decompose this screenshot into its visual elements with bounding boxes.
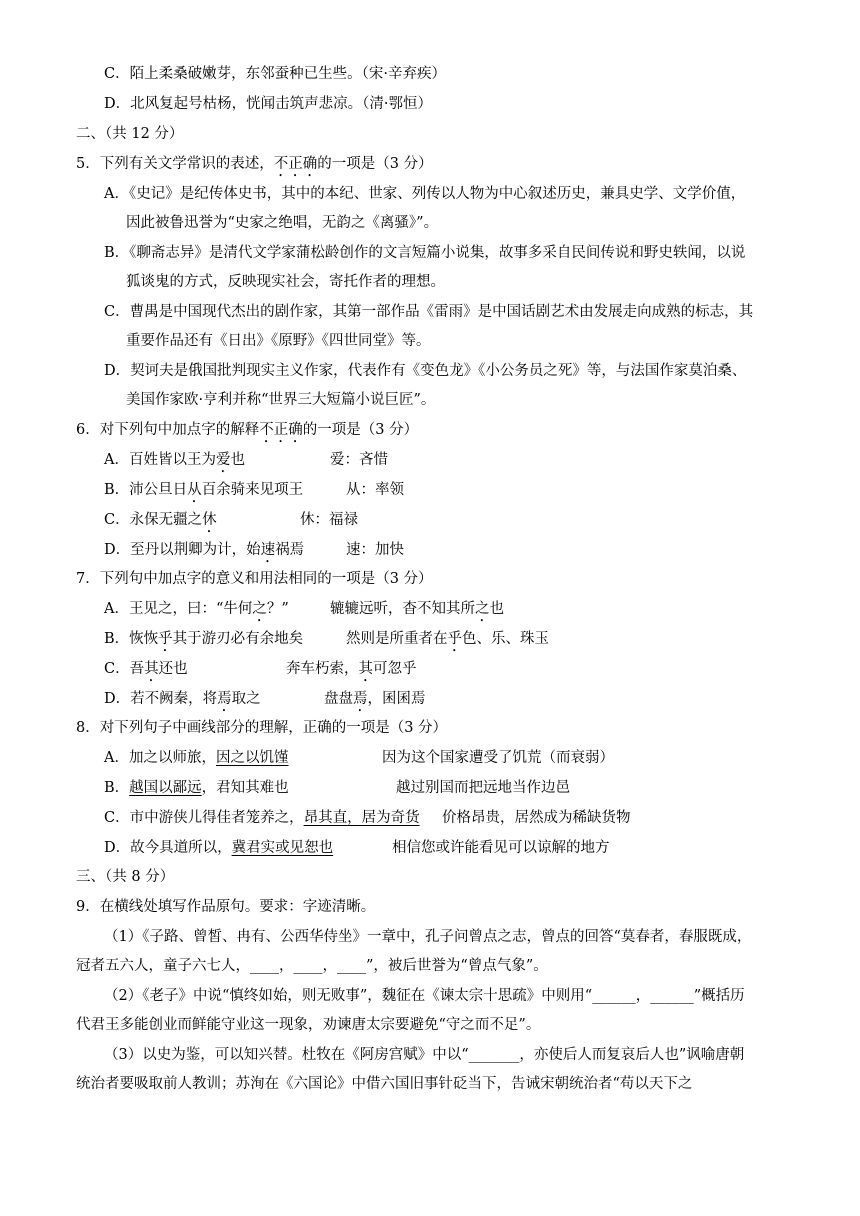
q8-d-underlined: 冀君实或见恕也 xyxy=(231,840,334,856)
q7-option-c-left: C．吾其还也 xyxy=(104,661,188,677)
q6-option-c-gloss: 休：福禄 xyxy=(300,512,358,528)
q5-stem: 5．下列有关文学常识的表述，不正确的一项是（3 分） xyxy=(76,156,433,172)
q7-d-right-dotted-char: 焉 xyxy=(353,691,368,707)
q4-option-d: D．北风复起号枯杨，恍闻击筑声悲凉。（清·鄂恒） xyxy=(104,96,432,112)
q9-part2-line2: 代君王多能创业而鲜能守业这一现象，劝谏唐太宗要避免“守之而不足”。 xyxy=(76,1017,541,1033)
q6-option-a: A．百姓皆以王为爱也 xyxy=(104,452,245,468)
q5-option-d-line2: 美国作家欧·亨利并称“世界三大短篇小说巨匠”。 xyxy=(126,392,436,408)
q6-option-c: C．永保无疆之休 xyxy=(104,512,217,528)
q7-d-left-dotted-char: 焉 xyxy=(217,691,232,707)
q5-option-a-line2: 因此被鲁迅誉为“史家之绝唱，无韵之《离骚》”。 xyxy=(126,215,439,231)
q5-option-b-line1: B．《聊斋志异》是清代文学家蒲松龄创作的文言短篇小说集，故事多采自民间传说和野史轶闻，以说 xyxy=(104,245,746,261)
q7-a-left-dotted-char: 之 xyxy=(252,601,267,617)
q7-option-d-right: 盘盘焉，囷囷焉 xyxy=(324,691,426,707)
q6-a-dotted-char: 爱 xyxy=(215,452,231,468)
q7-option-a-right: 辘辘远听，杳不知其所之也 xyxy=(330,601,504,617)
q6-option-b: B．沛公旦日从百余骑来见项王 xyxy=(104,482,304,498)
q9-part1-line1: （1）《子路、曾皙、冉有、公西华侍坐》一章中，孔子问曾点之志，曾点的回答“莫春者，春服既成， xyxy=(104,929,752,945)
q8-a-underlined: 因之以饥馑 xyxy=(215,750,289,766)
q5-option-a-line1: A．《史记》是纪传体史书，其中的本纪、世家、列传以人物为中心叙述历史，兼具史学、文学价值， xyxy=(104,186,746,202)
q9-part3-line1: （3）以史为鉴，可以知兴替。杜牧在《阿房宫赋》中以“_______，亦使后人而复哀后人也”讽喻唐朝 xyxy=(104,1047,745,1063)
q8-option-c: C．市中游侠儿得佳者笼养之，昂其直，居为奇货 xyxy=(104,810,420,826)
q6-stem-emphasis: 不正确 xyxy=(259,422,303,438)
q6-option-d-gloss: 速：加快 xyxy=(346,542,404,558)
q9-part1-line2: 冠者五六人，童子六七人，____，____，____”，被后世誉为“曾点气象”。 xyxy=(76,958,548,974)
q8-c-underlined: 昂其直，居为奇货 xyxy=(303,810,420,826)
q4-option-c: C．陌上柔桑破嫩芽，东邻蚕种已生些。（宋·辛弃疾） xyxy=(104,66,446,82)
q5-option-d-line1: D．契诃夫是俄国批判现实主义作家，代表作有《变色龙》《小公务员之死》等，与法国作家莫泊桑、 xyxy=(104,363,747,379)
q9-part3-line2: 统治者要吸取前人教训；苏洵在《六国论》中借六国旧事针砭当下，告诫宋朝统治者“苟以天下之 xyxy=(76,1076,693,1092)
q8-option-d-gloss: 相信您或许能看见可以谅解的地方 xyxy=(392,840,610,856)
q6-option-d: D．至丹以荆卿为计，始速祸焉 xyxy=(104,542,305,558)
q5-stem-emphasis: 不正确 xyxy=(273,156,318,172)
q8-option-c-gloss: 价格昂贵，居然成为稀缺货物 xyxy=(442,810,631,826)
q7-option-d-left: D．若不阙秦，将焉取之 xyxy=(104,691,261,707)
section-3-heading: 三、（共 8 分） xyxy=(76,869,175,885)
q5-option-b-line2: 狐谈鬼的方式，反映现实社会，寄托作者的理想。 xyxy=(126,274,445,290)
q8-option-a-gloss: 因为这个国家遭受了饥荒（而衰弱） xyxy=(382,750,614,766)
q7-c-right-dotted-char: 其 xyxy=(358,661,373,677)
q7-option-b-right: 然则是所重者在乎色、乐、珠玉 xyxy=(346,631,549,647)
q5-option-c-line1: C．曹禺是中国现代杰出的剧作家，其第一部作品《雷雨》是中国话剧艺术由发展走向成熟的标志，其 xyxy=(104,304,754,320)
q7-option-a-left: A．王见之，曰：“牛何之？” xyxy=(104,601,289,617)
q6-d-dotted-char: 速 xyxy=(260,542,276,558)
q6-option-b-gloss: 从：率领 xyxy=(346,482,404,498)
q5-option-c-line2: 重要作品还有《日出》《原野》《四世同堂》等。 xyxy=(126,333,431,349)
q7-b-left-dotted-char: 乎 xyxy=(158,631,173,647)
q7-b-right-dotted-char: 乎 xyxy=(447,631,462,647)
q8-option-b: B．越国以鄙远，君知其难也 xyxy=(104,780,289,796)
q6-c-dotted-char: 休 xyxy=(202,512,217,528)
q7-option-b-left: B．恢恢乎其于游刃必有余地矣 xyxy=(104,631,304,647)
q8-option-b-gloss: 越过别国而把远地当作边邑 xyxy=(396,780,570,796)
q7-c-left-dotted-char: 其 xyxy=(144,661,159,677)
q9-part2-line1: （2）《老子》中说“慎终如始，则无败事”，魏征在《谏太宗十思疏》中则用“______，______”概括历 xyxy=(104,988,745,1004)
q8-option-d: D．故今具道所以，冀君实或见恕也 xyxy=(104,840,334,856)
q6-option-a-gloss: 爱：吝惜 xyxy=(330,452,388,468)
q9-stem: 9．在横线处填写作品原句。要求：字迹清晰。 xyxy=(76,899,376,915)
q7-a-right-dotted-char: 之 xyxy=(475,601,490,617)
section-2-heading: 二、（共 12 分） xyxy=(76,126,184,142)
q7-stem: 7．下列句中加点字的意义和用法相同的一项是（3 分） xyxy=(76,571,433,587)
q6-stem: 6．对下列句中加点字的解释不正确的一项是（3 分） xyxy=(76,422,419,438)
q8-b-underlined: 越国以鄙远 xyxy=(129,780,202,796)
q8-option-a: A．加之以师旅，因之以饥馑 xyxy=(104,750,289,766)
q8-stem: 8．对下列句子中画线部分的理解，正确的一项是（3 分） xyxy=(76,720,448,736)
q7-option-c-right: 奔车朽索，其可忽乎 xyxy=(286,661,417,677)
q6-b-dotted-char: 从 xyxy=(187,482,202,498)
